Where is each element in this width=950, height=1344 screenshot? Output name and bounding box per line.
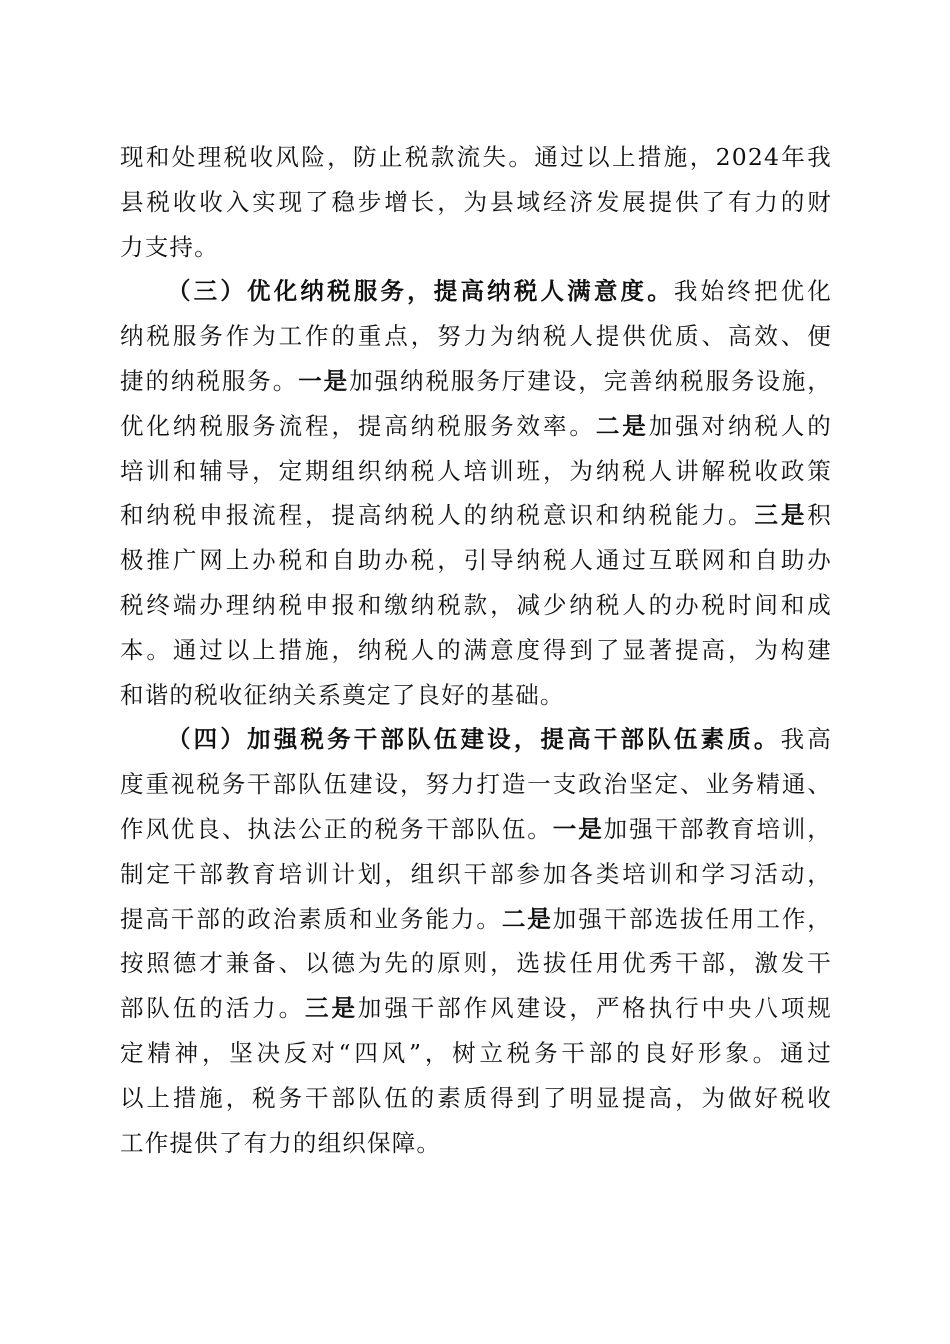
text-run: 工作提供了有力的组织保障。	[120, 1128, 442, 1157]
bold-text-run: 二是	[501, 904, 553, 933]
text-line	[120, 1076, 832, 1121]
text-line	[120, 583, 832, 628]
text-run: 积	[807, 501, 832, 530]
text-run: 度重视税务干部队伍建设，努力打造一支政治坚定、业务精通、	[120, 770, 832, 799]
text-line	[120, 180, 832, 225]
text-run: 定精神，坚决反对“四风”，树立税务干部的良好形象。通过	[120, 1038, 832, 1067]
text-run: 现和处理税收风险，防止税款流失。通过以上措施，2024年我	[120, 143, 832, 171]
text-line	[120, 986, 832, 1031]
text-run: 加强干部教育培训，	[603, 814, 832, 843]
text-line	[120, 538, 832, 583]
text-run: 本。通过以上措施，纳税人的满意度得到了显著提高，为构建	[120, 635, 832, 664]
text-run: 培训和辅导，定期组织纳税人培训班，为纳税人讲解税收政策	[120, 456, 832, 485]
text-run: 加强纳税服务厅建设，完善纳税服务设施，	[349, 366, 832, 395]
text-run: 我始终把优化	[673, 277, 832, 306]
text-line	[120, 852, 832, 897]
text-run: 优化纳税服务流程，提高纳税服务效率。	[120, 411, 596, 440]
text-line	[120, 225, 832, 270]
text-run: 税终端办理纳税申报和缴纳税款，减少纳税人的办税时间和成	[120, 590, 832, 619]
text-run: 县税收收入实现了稳步增长，为县域经济发展提供了有力的财	[120, 187, 832, 216]
text-line	[120, 941, 832, 986]
text-line	[120, 449, 832, 494]
text-run: 以上措施，税务干部队伍的素质得到了明显提高，为做好税收	[120, 1083, 832, 1112]
text-line	[120, 673, 832, 718]
text-run: 加强干部作风建设，严格执行中央八项规	[357, 994, 832, 1023]
text-line	[120, 1121, 832, 1166]
document-body	[120, 135, 832, 1165]
text-run: 我高	[780, 725, 832, 754]
document-page	[120, 135, 832, 1165]
text-line	[120, 135, 832, 180]
text-run: 部队伍的活力。	[120, 994, 306, 1023]
text-line	[120, 314, 832, 359]
paragraph-p1	[120, 135, 832, 269]
bold-text-run: 三是	[754, 501, 808, 530]
paragraph-p2	[120, 269, 832, 717]
text-run: 提高干部的政治素质和业务能力。	[120, 904, 502, 933]
text-run: 力支持。	[120, 232, 219, 261]
text-run: 和纳税申报流程，提高纳税人的纳税意识和纳税能力。	[120, 501, 755, 530]
text-line	[120, 717, 832, 762]
text-run: 作风优良、执法公正的税务干部队伍。	[120, 814, 553, 843]
text-run: 纳税服务作为工作的重点，努力为纳税人提供优质、高效、便	[120, 322, 832, 351]
text-run: 加强对纳税人的	[648, 411, 832, 440]
bold-text-run: 一是	[552, 814, 604, 843]
text-run: 加强干部选拔任用工作，	[552, 904, 833, 933]
text-line	[120, 897, 832, 942]
text-line	[120, 404, 832, 449]
bold-text-run: （三）优化纳税服务，提高纳税人满意度。	[167, 277, 674, 306]
text-line	[120, 493, 832, 538]
text-run: 极推广网上办税和自助办税，引导纳税人通过互联网和自助办	[120, 546, 832, 575]
paragraph-p3	[120, 717, 832, 1165]
bold-text-run: （四）加强税务干部队伍建设，提高干部队伍素质。	[167, 725, 781, 754]
bold-text-run: 三是	[305, 994, 358, 1023]
bold-text-run: 一是	[298, 366, 350, 395]
text-line	[120, 807, 832, 852]
text-line	[120, 1031, 832, 1076]
text-line	[120, 269, 832, 314]
text-line	[120, 359, 832, 404]
text-run: 捷的纳税服务。	[120, 366, 299, 395]
text-run: 按照德才兼备、以德为先的原则，选拔任用优秀干部，激发干	[120, 949, 832, 978]
text-line	[120, 628, 832, 673]
text-run: 和谐的税收征纳关系奠定了良好的基础。	[120, 680, 565, 709]
text-run: 制定干部教育培训计划，组织干部参加各类培训和学习活动，	[120, 859, 832, 888]
bold-text-run: 二是	[595, 411, 649, 440]
text-line	[120, 762, 832, 807]
